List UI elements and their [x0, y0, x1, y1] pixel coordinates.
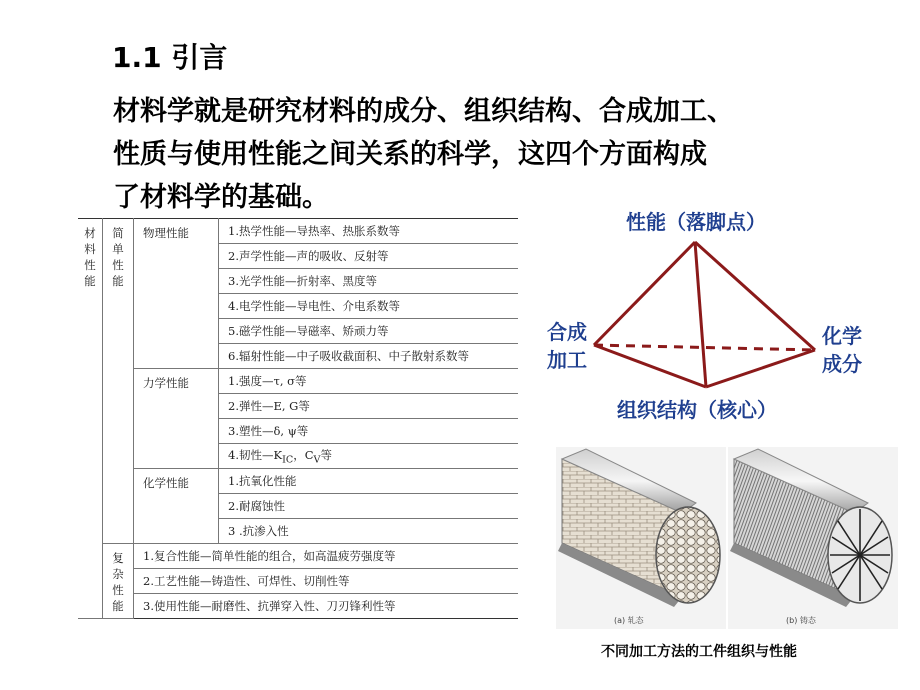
image-b-label: (b) 铸态: [786, 616, 816, 625]
edge-line: [695, 242, 815, 350]
table-cell: 3.塑性—δ, ψ等: [219, 419, 519, 444]
material-properties-table: [78, 218, 518, 619]
table-cell: 3.使用性能—耐磨性、抗弹穿入性、刀刃锋利性等: [134, 594, 519, 619]
pyramid-label-synthesis: 合成 加工: [547, 320, 587, 372]
complex-properties-header: 复 杂 性 能: [103, 544, 134, 619]
table-cell: 1.抗氧化性能: [219, 469, 519, 494]
table-cell: 2.弹性—E, G等: [219, 394, 519, 419]
table-cell: 2.耐腐蚀性: [219, 494, 519, 519]
edge-line: [706, 350, 815, 387]
chemical-properties-label: 化学性能: [134, 469, 219, 544]
table-cell: 1.强度—τ, σ等: [219, 369, 519, 394]
rolled-microstructure-image: [556, 447, 726, 629]
table-cell-toughness: 4.韧性$—K_{IC}$，$C_V$等: [219, 444, 519, 469]
pyramid-label-performance: 性能（落脚点）: [626, 210, 766, 234]
physical-properties-label: 物理性能: [134, 219, 219, 369]
table-cell: 1.复合性能—简单性能的组合，如高温疲劳强度等: [134, 544, 519, 569]
table-cell: 6.辐射性能—中子吸收截面积、中子散射系数等: [219, 344, 519, 369]
table-cell: 5.磁学性能—导磁率、矫顽力等: [219, 319, 519, 344]
table-cell: 1.热学性能—导热率、热胀系数等: [219, 219, 519, 244]
table-cell: 2.工艺性能—铸造性、可焊性、切削性等: [134, 569, 519, 594]
pyramid-label-structure: 组织结构（核心）: [617, 398, 777, 422]
simple-properties-header: 简 单 性 能: [103, 219, 134, 544]
table-cell: 3 .抗渗入性: [219, 519, 519, 544]
figure-caption: 不同加工方法的工件组织与性能: [601, 644, 797, 660]
intro-line: 材料学就是研究材料的成分、组织结构、合成加工、: [113, 96, 734, 127]
image-a-label: (a) 轧态: [614, 616, 644, 625]
edge-line: [594, 345, 706, 387]
cast-microstructure-image: [728, 447, 898, 629]
pyramid-label-composition: 化学 成分: [822, 324, 862, 376]
edge-line: [594, 242, 695, 345]
material-properties-header: 材 料 性 能: [78, 219, 103, 619]
section-title: 1.1 引言: [112, 41, 228, 74]
table-cell: 2.声学性能—声的吸收、反射等: [219, 244, 519, 269]
edge-line: [695, 242, 706, 387]
intro-line: 了材料学的基础。: [113, 182, 329, 213]
table-cell: 3.光学性能—折射率、黑度等: [219, 269, 519, 294]
mechanical-properties-label: 力学性能: [134, 369, 219, 469]
table-cell: 4.电学性能—导电性、介电系数等: [219, 294, 519, 319]
intro-line: 性质与使用性能之间关系的科学，这四个方面构成: [113, 139, 707, 170]
